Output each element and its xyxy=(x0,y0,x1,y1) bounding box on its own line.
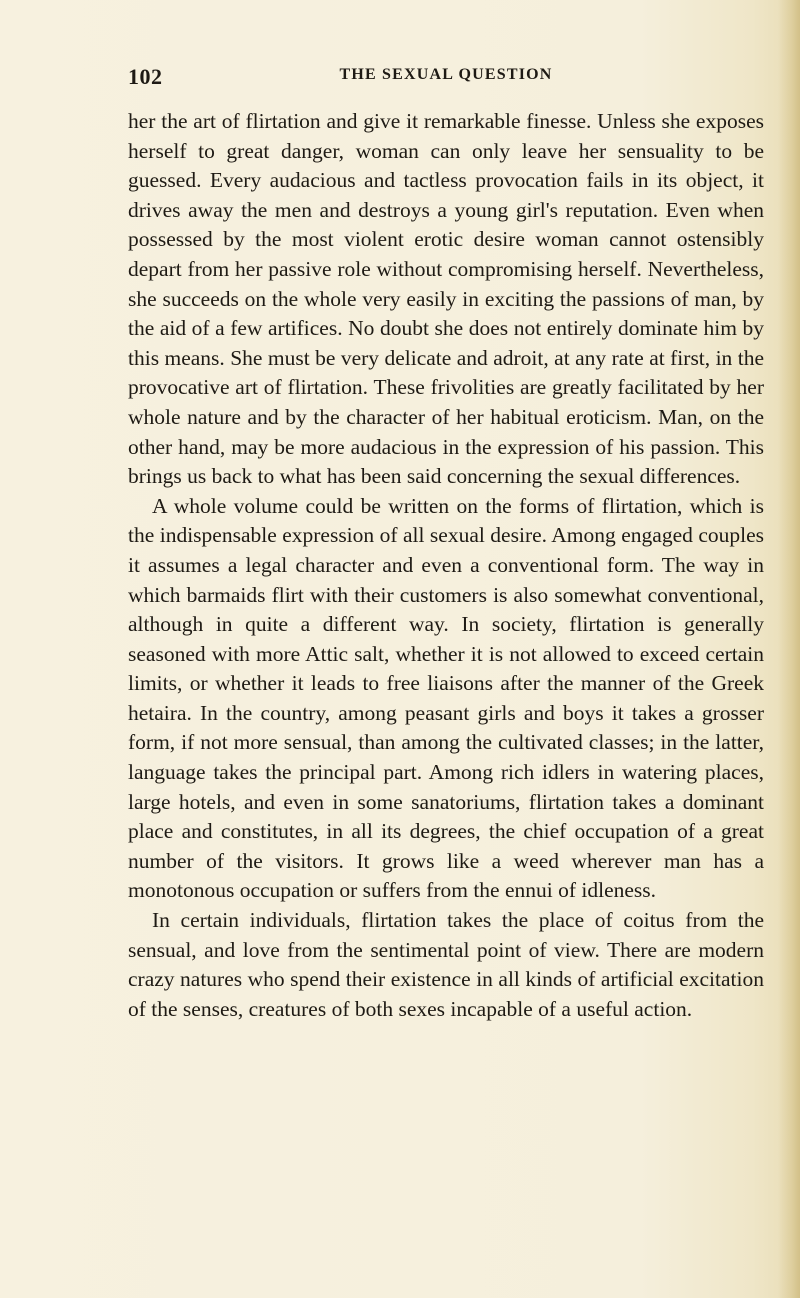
running-header xyxy=(128,64,764,90)
page-edge-shadow xyxy=(778,0,800,1298)
paragraph-flirtation-forms: A whole volume could be written on the forms of flirtation, which is the indispensable expression of all sexual desire. Among engaged couples it assumes a legal character and even a conventional form. The way in which barmaids flirt with their customers is also somewhat conventional, although in quite a different way. In society, flirtation is generally seasoned with more Attic salt, whether it is not allowed to exceed certain limits, or whether it leads to free liaisons after the manner of the Greek hetaira. In the country, among peasant girls and boys it takes a grosser form, if not more sensual, than among the cultivated classes; in the latter, language takes the principal part. Among rich idlers in watering places, large hotels, and even in some sanatoriums, flirtation takes a dominant place and constitutes, in all its degrees, the chief occupation of a great number of the visitors. It grows like a weed wherever man has a monotonous occupation or suffers from the ennui of idleness. xyxy=(128,493,764,903)
body-text xyxy=(128,107,764,1024)
paragraph-individuals: In certain individuals, flirtation takes the place of coitus from the sensual, and love from the sentimental point of view. There are modern crazy natures who spend their existence in all kinds of artificial excitation of the senses, creatures of both sexes incapable of a useful action. xyxy=(128,908,764,1021)
running-title: THE SEXUAL QUESTION xyxy=(339,66,553,83)
paragraph-continued: her the art of flirtation and give it remarkable finesse. Unless she exposes herself to great danger, woman can only leave her sensuality to be guessed. Every audacious and tactless provocation fails in its object, it drives away the men and destroys a young girl's reputation. Even when possessed by the most violent erotic desire woman cannot ostensibly depart from her passive role without compromising herself. Nevertheless, she succeeds on the whole very easily in exciting the passions of man, by the aid of a few artifices. No doubt she does not entirely dominate him by this means. She must be very delicate and adroit, at any rate at first, in the provocative art of flirtation. These frivolities are greatly facilitated by her whole nature and by the character of her habitual eroticism. Man, on the other hand, may be more audacious in the expression of his passion. This brings us back to what has been said concerning the sexual differences. xyxy=(128,109,764,489)
page-number: 102 xyxy=(128,64,163,89)
